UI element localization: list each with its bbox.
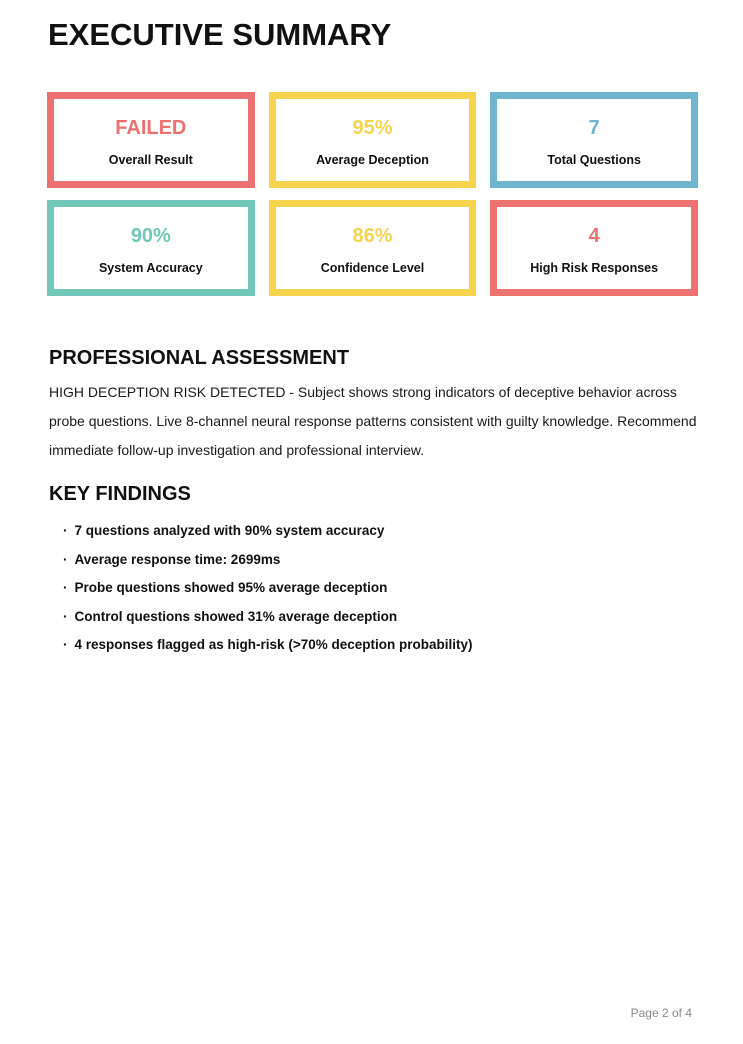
assessment-heading: PROFESSIONAL ASSESSMENT <box>49 347 350 369</box>
metric-card-confidence-level <box>269 200 477 296</box>
metric-label: High Risk Responses <box>530 261 659 275</box>
metric-label: Overall Result <box>108 153 193 167</box>
bullet-icon: · <box>63 523 68 538</box>
metric-label: Average Deception <box>316 153 429 167</box>
finding-text: Control questions showed 31% average deception <box>74 608 398 624</box>
metric-card-high-risk-responses <box>490 200 698 296</box>
bullet-icon: · <box>63 637 68 652</box>
findings-list <box>63 524 472 667</box>
metric-value: 7 <box>588 117 600 139</box>
finding-item <box>63 581 472 595</box>
bullet-icon: · <box>63 580 68 595</box>
metric-card-overall-result <box>47 92 255 188</box>
metric-card-average-deception <box>269 92 477 188</box>
page-title: EXECUTIVE SUMMARY <box>48 17 392 52</box>
findings-heading: KEY FINDINGS <box>49 483 191 505</box>
metric-label: Confidence Level <box>320 261 425 275</box>
metric-card-system-accuracy <box>47 200 255 296</box>
metric-value: FAILED <box>115 117 187 139</box>
finding-text: 4 responses flagged as high-risk (>70% deception probability) <box>74 637 473 652</box>
finding-text: 7 questions analyzed with 90% system accuracy <box>74 523 385 538</box>
finding-item <box>63 553 472 567</box>
metric-value: 90% <box>130 225 171 247</box>
finding-text: Average response time: 2699ms <box>74 551 281 567</box>
metric-label: System Accuracy <box>98 261 203 275</box>
finding-item <box>63 524 472 538</box>
page-number: Page 2 of 4 <box>630 1006 692 1020</box>
metric-value: 4 <box>588 225 600 247</box>
finding-item <box>63 610 472 624</box>
finding-text: Probe questions showed 95% average deception <box>74 580 388 595</box>
assessment-body-text: HIGH DECEPTION RISK DETECTED - Subject shows strong indicators of deceptive behavior across probe questions. Live 8-channel neural response patterns consistent with guilty knowledge. Recommend immediate follow-up investigation and professional interview. <box>49 384 697 458</box>
metric-value: 95% <box>352 117 393 139</box>
metric-cards-grid <box>47 92 698 296</box>
bullet-icon: · <box>63 608 68 624</box>
metric-card-total-questions <box>490 92 698 188</box>
finding-item <box>63 638 472 652</box>
metric-value: 86% <box>352 225 393 247</box>
metric-label: Total Questions <box>547 153 641 167</box>
bullet-icon: · <box>63 551 68 567</box>
